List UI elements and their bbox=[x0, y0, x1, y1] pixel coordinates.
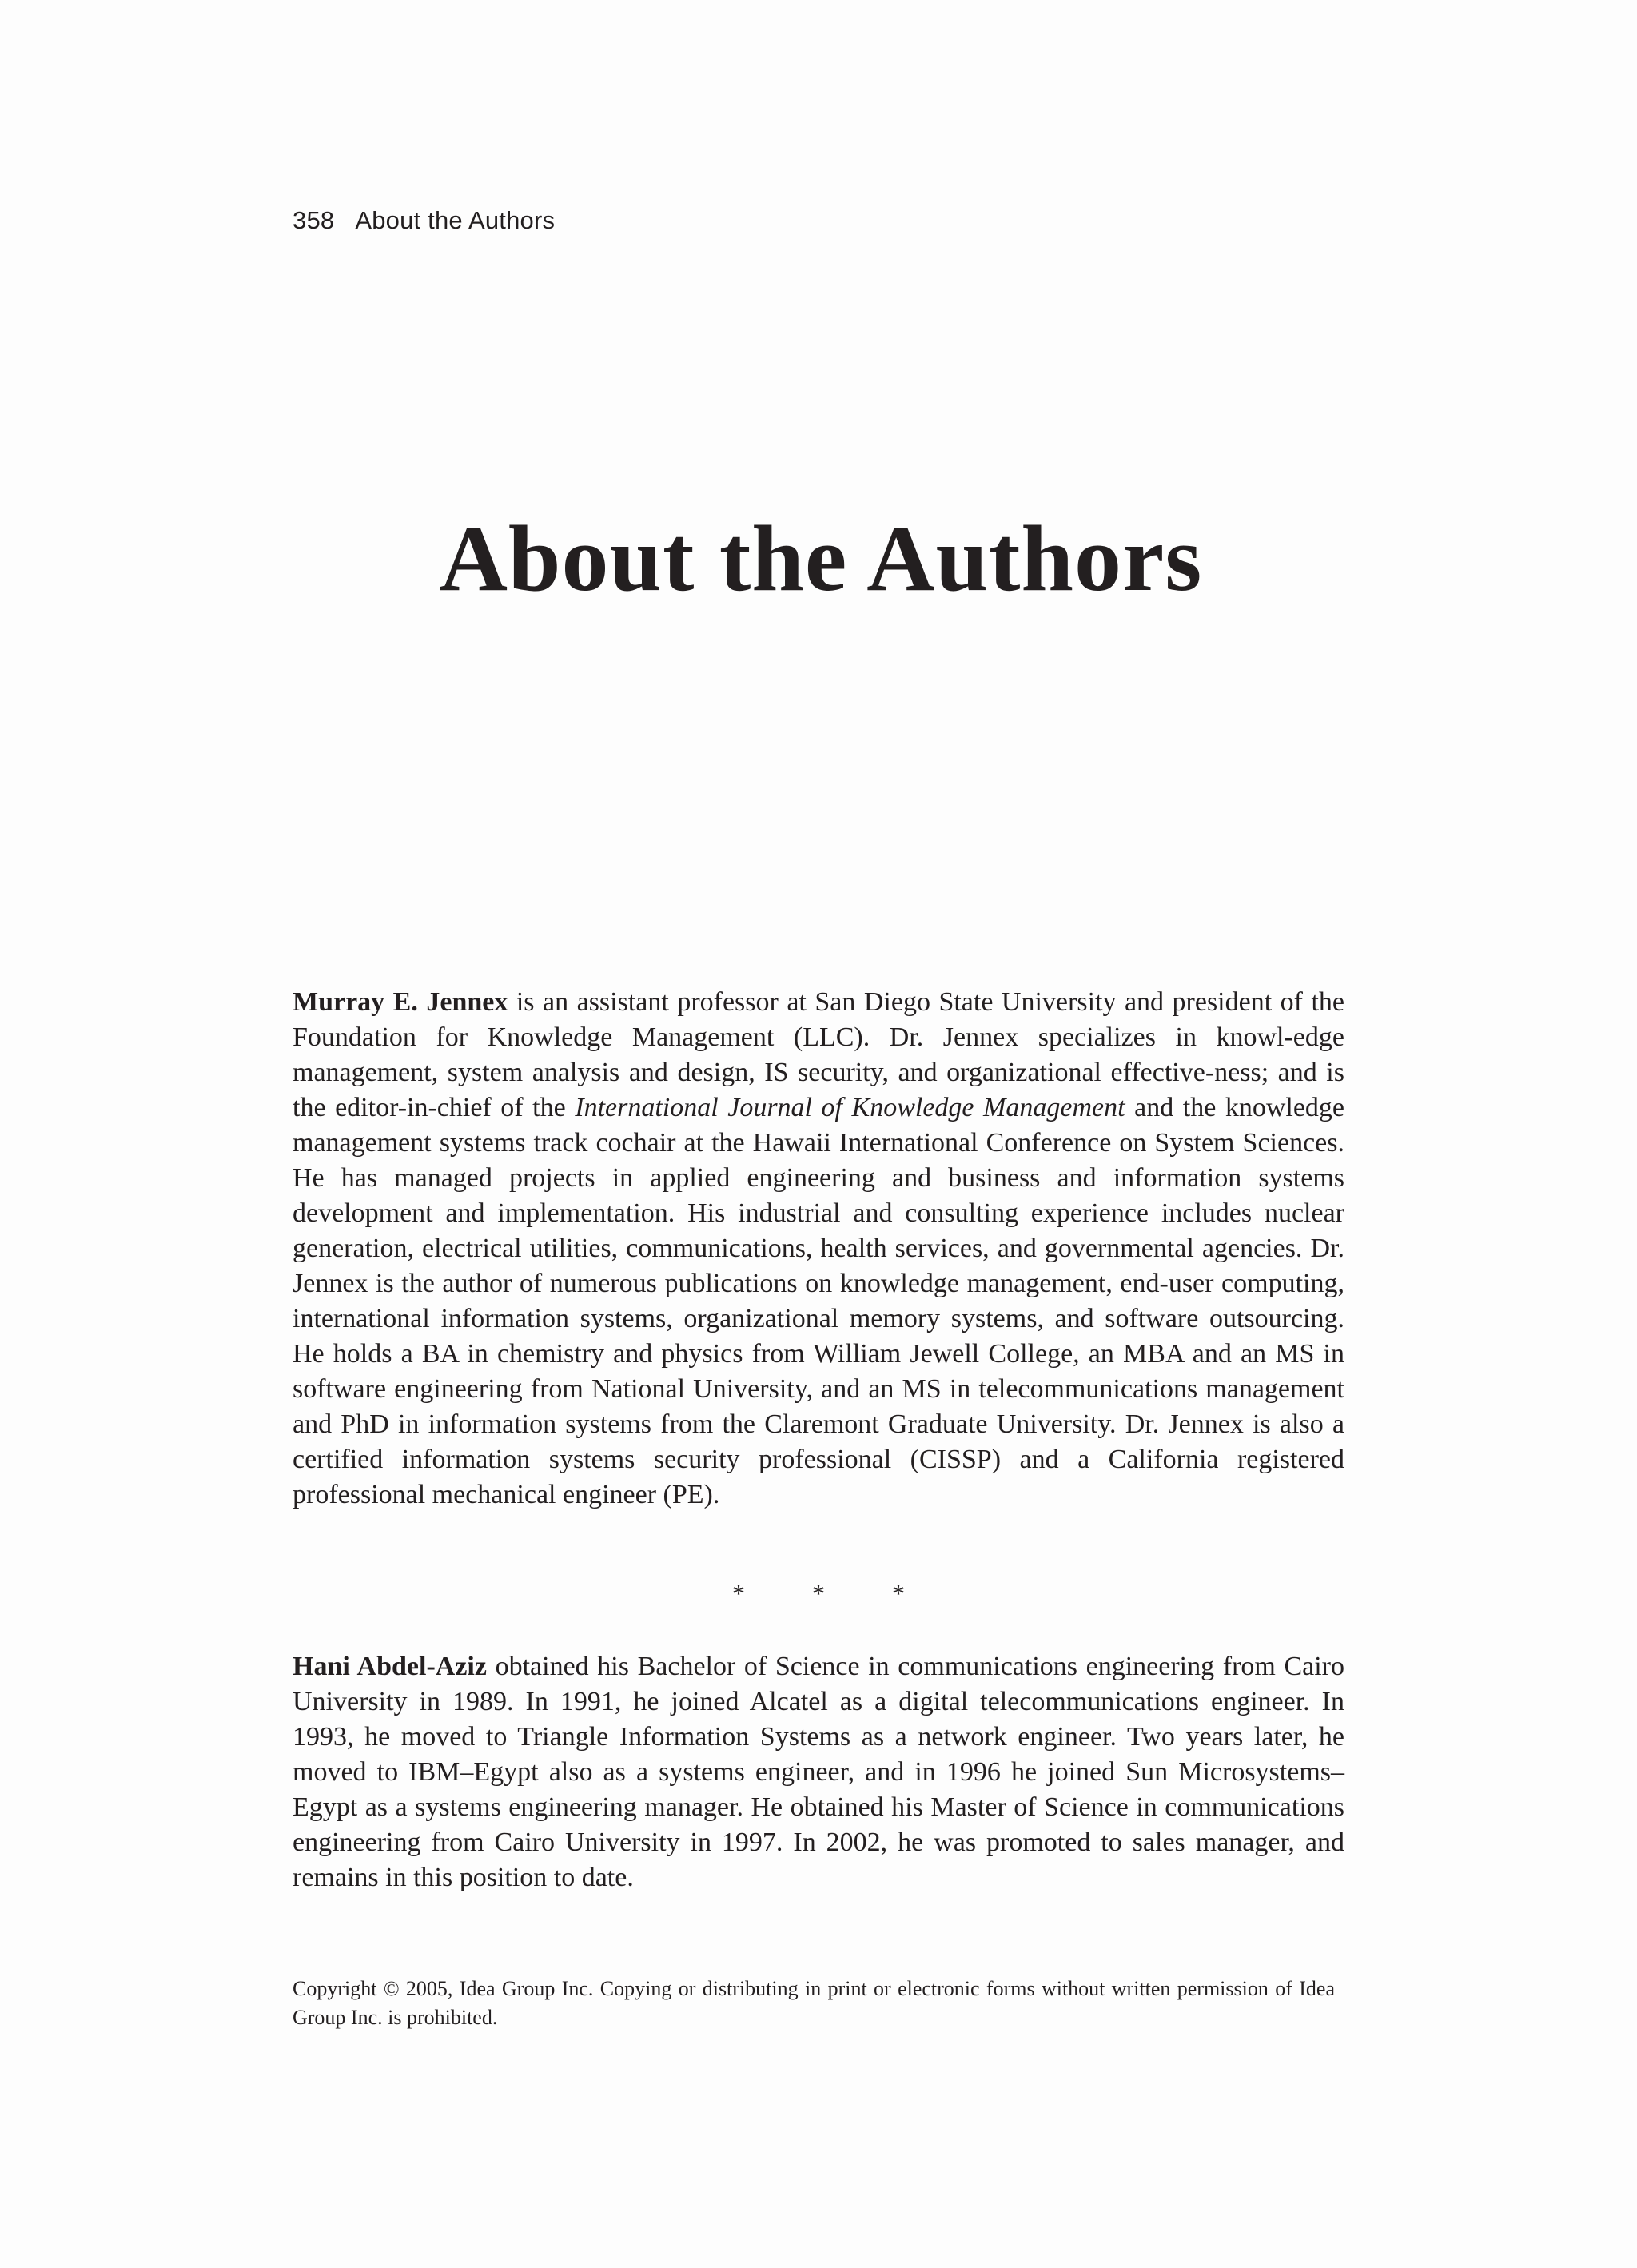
author-name: Hani Abdel-Aziz bbox=[293, 1652, 487, 1681]
author-bio-abdel-aziz bbox=[293, 1649, 1344, 1895]
bio-text: and the knowledge management systems track cochair at the Hawaii International Conference on System Sciences. He has managed projects in applied engineering and business and information systems development and implementation. His industrial and consulting experience includes nuclear generation, electrical utilities, communications, health services, and governmental agencies. Dr. Jennex is the author of numerous publications on knowledge management, end-user computing, international information systems, organizational memory systems, and software outsourcing. He holds a BA in chemistry and physics from William Jewell College, an MBA and an MS in software engineering from National University, and an MS in telecommunications management and PhD in information systems from the Claremont Graduate University. Dr. Jennex is also a certified information systems security professional (CISSP) and a California registered professional mechanical engineer (PE). bbox=[293, 1093, 1345, 1509]
section-separator: * * * bbox=[732, 1579, 935, 1608]
page-number: 358 bbox=[293, 206, 335, 234]
bio-text: obtained his Bachelor of Science in communications engineering from Cairo University in 1989. In 1991, he joined Alcatel as a digital telecommunications engineer. In 1993, he moved to Triangle Information Systems as a network engineer. Two years later, he moved to IBM–Egypt also as a systems engineer, and in 1996 he joined Sun Microsystems–Egypt as a systems engineering manager. He obtained his Master of Science in communications engineering from Cairo University in 1997. In 2002, he was promoted to sales manager, and remains in this position to date. bbox=[293, 1652, 1344, 1892]
running-head bbox=[293, 206, 555, 235]
author-bio-jennex bbox=[293, 985, 1344, 1513]
chapter-title: About the Authors bbox=[439, 506, 1203, 611]
author-name: Murray E. Jennex bbox=[293, 987, 508, 1017]
journal-title: International Journal of Knowledge Management bbox=[575, 1093, 1125, 1122]
running-head-title: About the Authors bbox=[355, 206, 556, 234]
bio-text: is an assistant professor at San Diego State University and president of the Foundation for Knowledge Management (LLC). Dr. Jennex specializes in knowl-edge management, system analysis and design, IS security, and organizational effective-ness; and is the editor-in-chief of the bbox=[293, 987, 1345, 1122]
copyright-notice: Copyright © 2005, Idea Group Inc. Copying or distributing in print or electronic forms without written permission of Idea Group Inc. is prohibited. bbox=[293, 1977, 1335, 2029]
